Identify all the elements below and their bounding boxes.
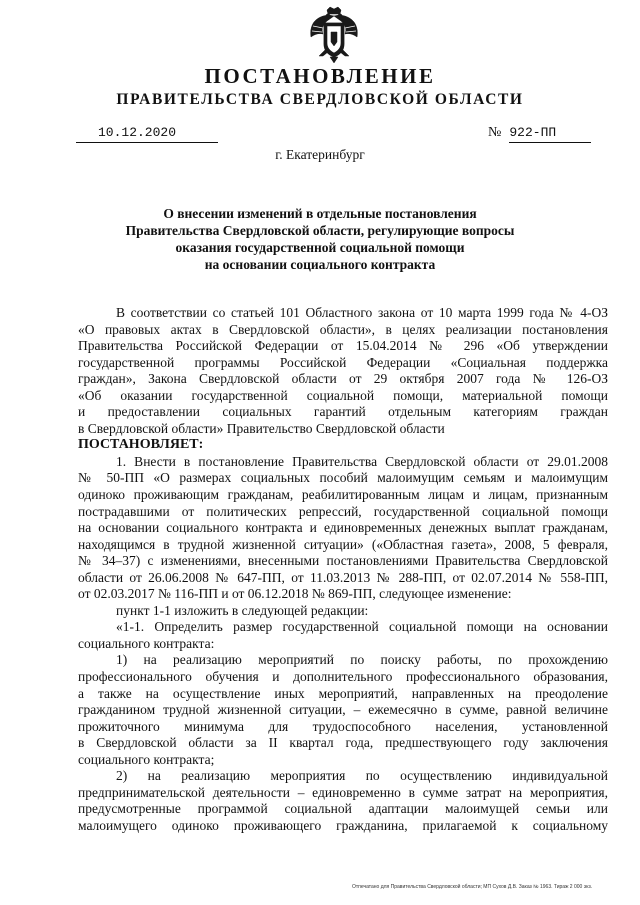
- body-line: социального контракта;: [78, 751, 215, 767]
- body-line: находящимся в трудной жизненной ситуации» («Областная газета», 2008, 5 февраля,: [78, 536, 608, 552]
- issuer-heading: ПРАВИТЕЛЬСТВА СВЕРДЛОВСКОЙ ОБЛАСТИ: [116, 91, 524, 108]
- body-line: Правительства Российской Федерации от 15.04.2014 № 296 «Об утверждении: [78, 338, 608, 354]
- body-line: предусмотренные программой социальной адаптации малоимущей семьи или: [78, 801, 608, 817]
- document-date: 10.12.2020: [76, 124, 218, 143]
- body-line: государственной программы Российской Федерации «Социальная поддержка: [78, 354, 608, 370]
- body-line: социального контракта:: [78, 635, 215, 651]
- body-line: профессионального обучения и дополнительного профессионального образования,: [78, 669, 608, 685]
- body-line: прожиточного минимума для трудоспособного населения, установленной: [78, 718, 608, 734]
- body-line: № 50-ПП «О размерах социальных пособий малоимущим семьям и малоимущим: [78, 470, 608, 486]
- body-line: области от 26.06.2008 № 647-ПП, от 11.03.2013 № 288-ПП, от 02.07.2014 № 558-ПП,: [78, 569, 608, 585]
- number-sign: №: [488, 125, 502, 140]
- body-line: пострадавшими от политических репрессий, государственной социальной помощи: [78, 503, 608, 519]
- body-line: одиноко проживающим гражданам, реабилитированным лицам и лицам, признанным: [78, 487, 608, 503]
- body-line: предпринимательской деятельности – единовременно в сумме затрат на мероприятия,: [78, 784, 608, 800]
- title-line: оказания государственной социальной помощи: [175, 240, 465, 255]
- resolve-heading: ПОСТАНОВЛЯЕТ:: [78, 437, 204, 453]
- body-line: «О правовых актах в Свердловской области», в целях реализации постановления: [78, 321, 608, 337]
- title-line: О внесении изменений в отдельные постановления: [163, 206, 477, 221]
- body-line: «1-1. Определить размер государственной социальной помощи на основании: [116, 619, 608, 635]
- body-line: от 02.03.2017 № 116-ПП и от 06.12.2018 № 869-ПП, следующее изменение:: [78, 586, 512, 602]
- body-line: гражданином трудной жизненной ситуации, – ежемесячно в сумме, равной величине: [78, 702, 608, 718]
- body-line: В соответствии со статьей 101 Областного закона от 10 марта 1999 года № 4-ОЗ: [116, 305, 608, 320]
- number-value: 922-ПП: [509, 124, 591, 143]
- body-line: а также на осуществление иных мероприятий, направленных на преодоление: [78, 685, 608, 701]
- title-line: на основании социального контракта: [204, 257, 436, 272]
- print-footer: Отпечатано для Правительства Свердловской области; МП Сухов Д.В. Заказ № 1963. Тираж 2 000 экз.: [352, 884, 593, 890]
- body-line: на основании социального контракта и единовременных денежных выплат гражданам,: [78, 520, 608, 536]
- body-line: граждан», Закона Свердловской области от 29 октября 2007 года № 126-ОЗ: [78, 371, 608, 387]
- body-line: 1. Внести в постановление Правительства Свердловской области от 29.01.2008: [116, 453, 608, 469]
- body-line: № 34–37) с изменениями, внесенными постановлениями Правительства Свердловской: [78, 553, 608, 569]
- document-title: [0, 205, 640, 273]
- body-line: малоимущего одиноко проживающего гражданина, прилагаемой к социальному: [78, 817, 608, 833]
- document-number: [488, 124, 612, 143]
- document-type-heading: ПОСТАНОВЛЕНИЕ: [204, 64, 436, 88]
- body-line: 2) на реализацию мероприятия по осуществлению индивидуальной: [116, 768, 608, 784]
- coat-of-arms-icon: [301, 6, 367, 64]
- body-line: «Об оказании государственной социальной помощи, материальной помощи: [78, 387, 608, 403]
- city-label: г. Екатеринбург: [275, 147, 365, 162]
- body-line: пункт 1-1 изложить в следующей редакции:: [116, 602, 369, 618]
- body-line: 1) на реализацию мероприятий по поиску работы, по прохождению: [116, 652, 608, 668]
- title-line: Правительства Свердловской области, регулирующие вопросы: [125, 223, 515, 238]
- document-body: [78, 305, 608, 835]
- body-line: в Свердловской области» Правительство Свердловской области: [78, 420, 445, 436]
- body-line: в Свердловской области за II квартал года, предшествующего году заключения: [78, 735, 608, 751]
- body-line: и предоставлении социальных гарантий отдельным категориям граждан: [78, 404, 608, 420]
